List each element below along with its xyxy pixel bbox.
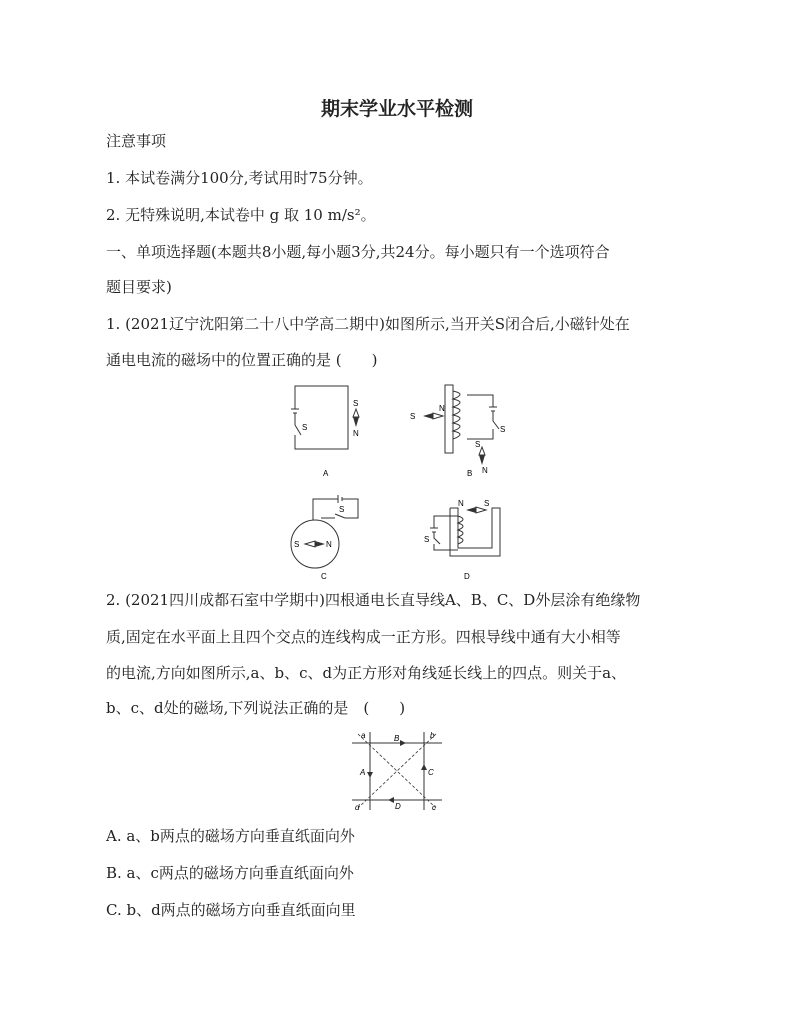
q2-stem-line1: 2. (2021四川成都石室中学期中)四根通电长直导线A、B、C、D外层涂有绝缘物 <box>106 591 641 609</box>
q1b-switch-label: S <box>500 425 506 434</box>
notes-heading: 注意事项 <box>106 132 167 150</box>
q1-figure-c <box>283 494 373 584</box>
q1b-needle-s: S <box>410 412 416 421</box>
q1b-needle-n: N <box>439 404 445 413</box>
q1-figure-a <box>283 383 373 478</box>
q1a-switch-label: S <box>302 423 308 432</box>
q1d-switch-label: S <box>424 535 430 544</box>
q2-stem-line2: 质,固定在水平面上且四个交点的连线构成一正方形。四根导线中通有大小相等 <box>106 628 621 646</box>
q2-point-d: d <box>355 803 360 812</box>
q1-stem-line1: 1. (2021辽宁沈阳第二十八中学高二期中)如图所示,当开关S闭合后,小磁针处在 <box>106 315 630 333</box>
q2-stem-line4: b、c、d处的磁场,下列说法正确的是 ( ) <box>106 699 406 717</box>
section-heading-line1: 一、单项选择题(本题共8小题,每小题3分,共24分。每小题只有一个选项符合 <box>106 243 610 261</box>
q1c-needle-n: N <box>326 540 332 549</box>
q2-point-b: b <box>430 731 435 740</box>
q1a-needle-n: N <box>353 429 359 438</box>
section-heading-line2: 题目要求) <box>106 278 172 296</box>
q1b-lower-n: N <box>482 466 488 475</box>
q2-wire-label-a: A <box>360 768 366 777</box>
q1-figure-d <box>420 494 510 584</box>
q2-point-a: a <box>361 731 366 740</box>
q1-stem-line2: 通电电流的磁场中的位置正确的是 ( ) <box>106 351 378 369</box>
q2-wire-label-b: B <box>394 734 400 743</box>
q1-figure-b <box>405 383 515 478</box>
q1b-lower-s: S <box>475 440 481 449</box>
q2-option-a: A. a、b两点的磁场方向垂直纸面向外 <box>106 827 355 845</box>
q1d-needle-s: S <box>484 499 490 508</box>
page-title: 期末学业水平检测 <box>320 98 473 120</box>
q2-option-b: B. a、c两点的磁场方向垂直纸面向外 <box>106 864 354 882</box>
q1b-option-label: B <box>467 469 473 478</box>
note-2: 2. 无特殊说明,本试卷中 g 取 10 m/s²。 <box>106 206 376 224</box>
q1d-option-label: D <box>464 572 470 581</box>
q2-wire-label-c: C <box>428 768 434 777</box>
q2-stem-line3: 的电流,方向如图所示,a、b、c、d为正方形对角线延长线上的四点。则关于a、 <box>106 664 627 682</box>
q1c-option-label: C <box>321 572 327 581</box>
note-1: 1. 本试卷满分100分,考试用时75分钟。 <box>106 169 373 187</box>
q1c-needle-s: S <box>294 540 300 549</box>
q1a-option-label: A <box>323 469 329 478</box>
q2-point-c: c <box>432 803 436 812</box>
q1c-switch-label: S <box>339 505 345 514</box>
q2-wire-label-d: D <box>395 802 401 811</box>
q2-wire-square-figure <box>348 730 448 812</box>
q1a-needle-s: S <box>353 399 359 408</box>
q1d-needle-n: N <box>458 499 464 508</box>
q2-option-c: C. b、d两点的磁场方向垂直纸面向里 <box>106 901 356 919</box>
